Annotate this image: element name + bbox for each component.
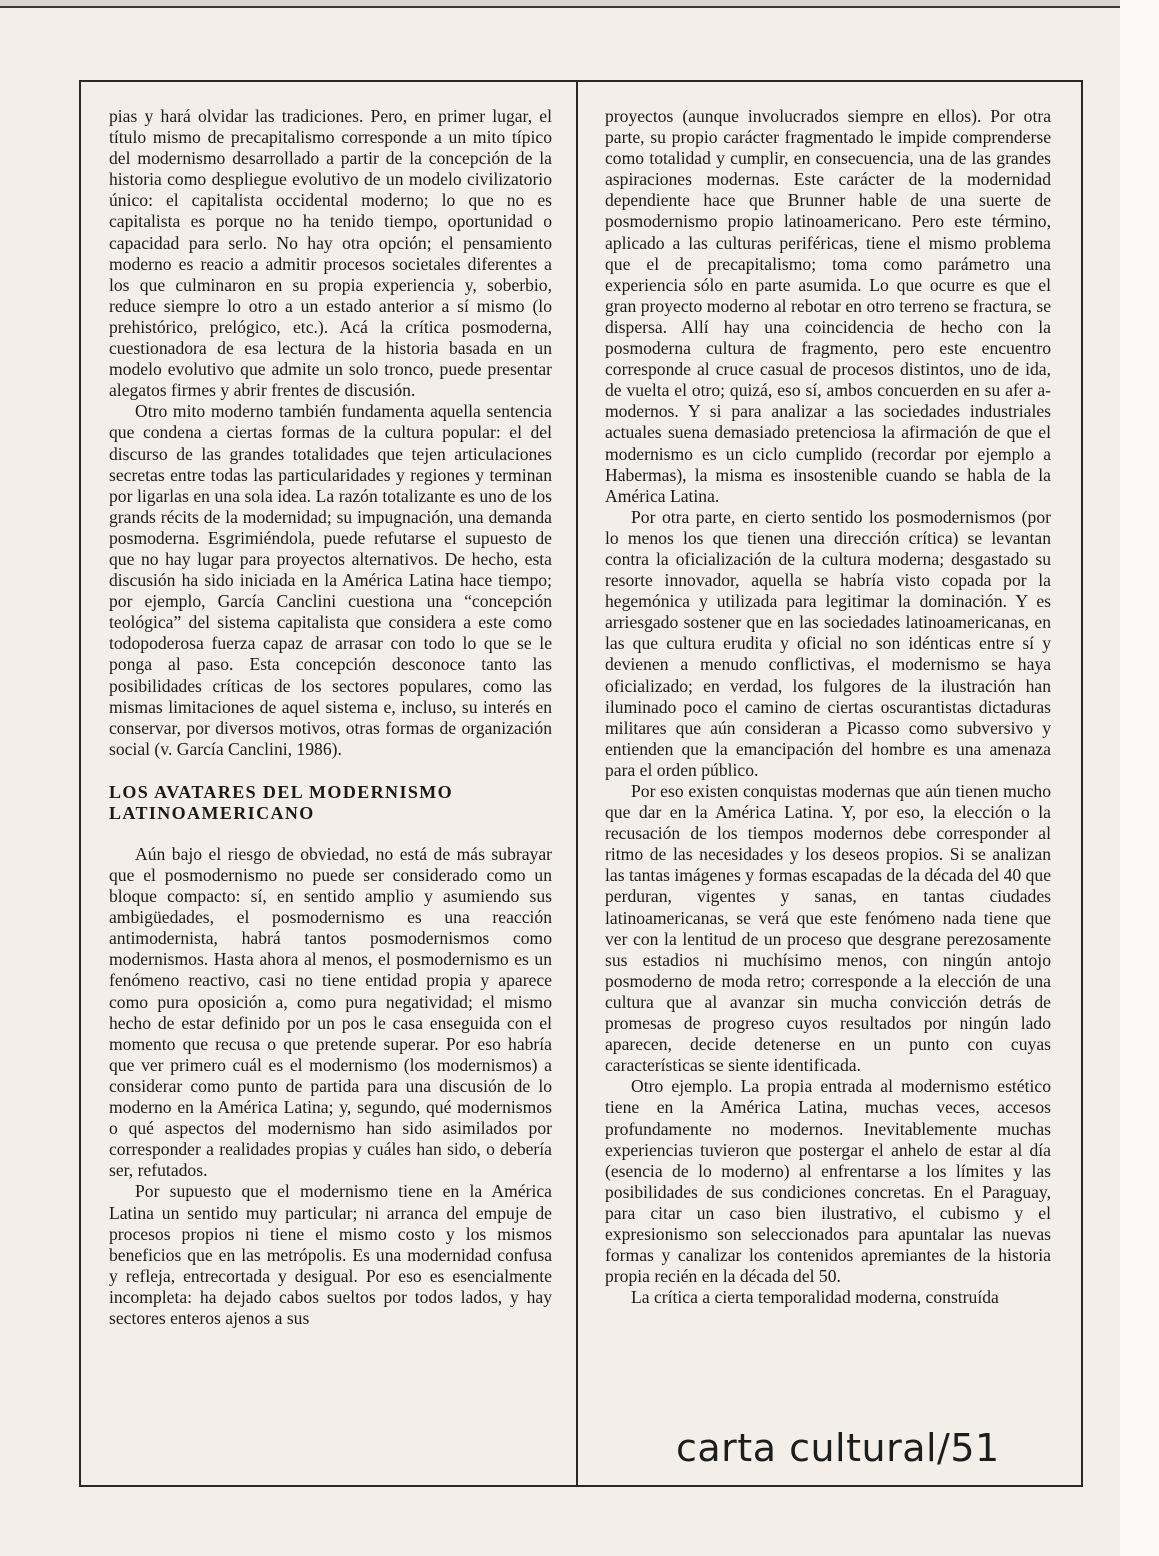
paragraph: proyectos (aunque involucrados siempre en ellos). Por otra parte, su propio carácter fragmentado le impide comprenderse como totalidad y cumplir, en consecuencia, una de las grandes aspiraciones modernas. Este carácter de la modernidad dependiente hace que Brunner hable de una suerte de posmodernismo propio latinoamericano. Pero este término, aplicado a las culturas periféricas, tiene el mismo problema que el de precapitalismo; toma como parámetro una experiencia sólo en parte asumida. Lo que ocurre es que el gran proyecto moderno al rebotar en otro terreno se fractura, se dispersa. Allí hay una coincidencia de hecho con la posmoderna cultura de fragmento, pero este encuentro corresponde al cruce casual de procesos distintos, uno de ida, de vuelta el otro; quizá, eso sí, ambos concuerden en su afer a-modernos. Y si para analizar a las sociedades industriales actuales suena demasiado pretenciosa la afirmación de que el modernismo es un ciclo cumplido (recordar por ejemplo a Habermas), la misma es insostenible cuando se habla de la América Latina. bbox=[605, 106, 1051, 506]
paragraph: Otro mito moderno también fundamenta aquella sentencia que condena a ciertas formas de la cultura popular: el del discurso de las grandes totalidades que tejen articulaciones secretas entre todas las particularidades y regiones y terminan por ligarlas en una sola idea. La razón totalizante es uno de los grands récits de la modernidad; su impugnación, una demanda posmoderna. Esgrimiéndola, puede refutarse el supuesto de que no hay lugar para proyectos alternativos. De hecho, esta discusión ha sido iniciada en la América Latina hace tiempo; por ejemplo, García Canclini cuestiona una “concepción teológica” del sistema capitalista que considera a este como todopoderosa fuerza capaz de arrasar con todo lo que se le ponga al paso. Esta concepción desconoce tanto las posibilidades críticas de los sectores populares, como las mismas limitaciones de aquel sistema e, incluso, su interés en conservar, por diversos motivos, otras formas de organización social (v. García Canclini, 1986). bbox=[109, 401, 552, 759]
column-divider bbox=[576, 82, 578, 1485]
paragraph: Por eso existen conquistas modernas que aún tienen mucho que dar en la América Latina. Y, por eso, la elección o la recusación de los tiempos modernos debe corresponder al ritmo de las necesidades y los deseos propios. Si se analizan las tantas imágenes y formas escapadas de la década del 40 que perduran, vigentes y sanas, en tantas ciudades latinoamericanas, se verá que este fenómeno nada tiene que ver con la lentitud de un proceso que desgrane perezosamente sus estadios ni muchísimo menos, con ningún antojo posmoderno de moda retro; corresponde a la elección de una cultura que al avanzar sin mucha convicción detrás de promesas de progreso cuyos resultados por ningún lado aparecen, decide detenerse en un punto con cuyas características se siente identificada. bbox=[605, 781, 1051, 1076]
paragraph: Otro ejemplo. La propia entrada al modernismo estético tiene en la América Latina, muchas veces, accesos profundamente no modernos. Inevitablemente muchas experiencias tuvieron que postergar el anhelo de estar al día (esencia de lo moderno) al enfrentarse a los límites y las posibilidades de sus condiciones concretas. En el Paraguay, para citar un caso bien ilustrativo, el cubismo y el expresionismo son seleccionados para apuntalar las nuevas formas y canalizar los contenidos apremiantes de la historia propia recién en la década del 50. bbox=[605, 1076, 1051, 1287]
paragraph: pias y hará olvidar las tradiciones. Pero, en primer lugar, el título mismo de precapitalismo corresponde a un mito típico del modernismo desarrollado a partir de la concepción de la historia como despliegue evolutivo de un modelo civilizatorio único: el capitalista occidental moderno; lo que no es capitalista es porque no ha tenido tiempo, oportunidad o capacidad para serlo. No hay otra opción; el pensamiento moderno es reacio a admitir procesos societales diferentes a los que culminaron en su propia experiencia y, soberbio, reduce siempre lo otro a un estado anterior a sí mismo (lo prehistórico, prelógico, etc.). Acá la crítica posmoderna, cuestionadora de esa lectura de la historia basada en un modelo evolutivo que admite un solo tronco, puede presentar alegatos firmes y abrir frentes de discusión. bbox=[109, 106, 552, 401]
page-frame bbox=[79, 80, 1083, 1487]
paragraph: Aún bajo el riesgo de obviedad, no está de más subrayar que el posmodernismo no puede ser considerado como un bloque compacto: sí, en sentido amplio y asumiendo sus ambigüedades, el posmodernismo es una reacción antimodernista, habrá tantos posmodernismos como modernismos. Hasta ahora al menos, el posmodernismo es un fenómeno reactivo, casi no tiene entidad propia y aparece como pura oposición a, como pura negatividad; el mismo hecho de estar definido por un pos le casa enseguida con el momento que recusa o que pretende superar. Por eso habría que ver primero cuál es el modernismo (los modernismos) a considerar como punto de partida para una discusión de lo moderno en la América Latina; y, segundo, qué modernismos o qué aspectos del modernismo han sido asimilados por corresponder a realidades propias y cuáles han sido, o debería ser, refutados. bbox=[109, 843, 552, 1181]
right-column bbox=[605, 106, 1051, 1406]
paragraph: Por supuesto que el modernismo tiene en la América Latina un sentido muy particular; ni arranca del empuje de procesos propios ni tiene el mismo costo y los mismos beneficios que en las metrópolis. Es una modernidad confusa y refleja, entrecortada y desigual. Por eso es esencialmente incompleta: ha dejado cabos sueltos por todos lados, y hay sectores enteros ajenos a sus bbox=[109, 1181, 552, 1328]
left-column bbox=[109, 106, 552, 1476]
paragraph: Por otra parte, en cierto sentido los posmodernismos (por lo menos los que tienen una dirección crítica) se levantan contra la oficialización de la cultura moderna; desgastado su resorte innovador, aquella se habría visto copada por la hegemónica y utilizada para legitimar la dominación. Y es arriesgado sostener que en las sociedades latinoamericanas, en las que cultura erudita y oficial no son idénticas entre sí y devienen a menudo conflictivas, el modernismo se haya oficializado; en verdad, los fulgores de la ilustración han iluminado poco el camino de ciertas oscurantistas dictaduras militares que aún consideran a Picasso como subversivo y entienden que la emancipación del hombre es una amenaza para el orden público. bbox=[605, 506, 1051, 780]
section-heading-line: LATINOAMERICANO bbox=[109, 802, 315, 823]
paragraph: La crítica a cierta temporalidad moderna, construída bbox=[631, 1287, 999, 1308]
top-edge-line bbox=[0, 6, 1120, 8]
section-heading bbox=[109, 782, 552, 824]
page-footer: carta cultural/51 bbox=[676, 1426, 1000, 1470]
page-edge bbox=[1120, 0, 1159, 1556]
section-heading-line: LOS AVATARES DEL MODERNISMO bbox=[109, 781, 454, 802]
